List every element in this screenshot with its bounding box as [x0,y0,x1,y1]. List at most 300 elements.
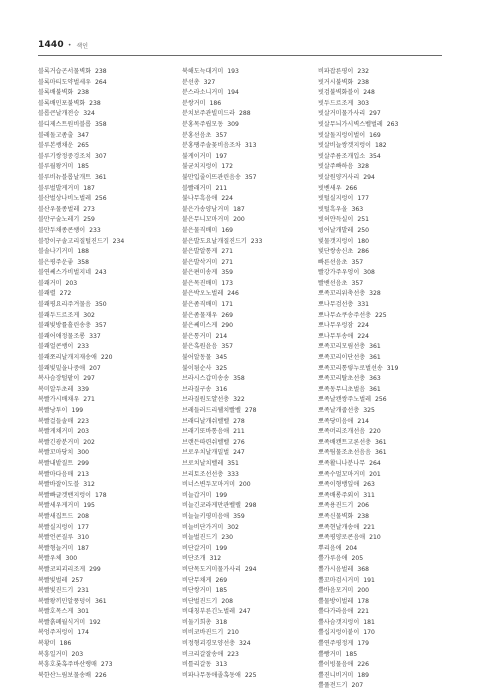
index-page-number: 318 [215,618,228,626]
index-page-number: 194 [227,89,239,97]
index-entry [318,491,398,502]
index-page-number: 204 [345,544,358,552]
index-page-number: 169 [369,131,381,139]
index-page-number: 206 [357,502,369,510]
index-page-number: 297 [369,110,381,118]
index-term: 분홍땡주솔꽃비음조차 [182,142,241,150]
index-column-1 [38,67,124,681]
index-entry [38,480,124,491]
index-term: 블롭큰날개전승 [38,110,80,118]
index-entry [38,544,124,555]
index-page-number: 199 [215,491,228,499]
index-page-number: 232 [357,68,369,75]
index-page-number: 271 [221,258,233,266]
index-page-number: 211 [233,428,245,436]
index-page-number: 243 [94,269,107,277]
index-entry [38,321,124,332]
index-term: 블빨래거미 [182,184,212,192]
index-page-number: 312 [83,481,95,489]
index-page-number: 195 [83,502,95,510]
index-term: 붙은발알통게 [182,248,218,256]
index-page-number: 233 [89,226,101,234]
index-page-number: 238 [89,99,101,107]
index-term: 비늘갑거미 [182,491,212,499]
index-entry [38,470,124,481]
index-term: 비너스변두꼬마거미 [182,481,235,489]
index-entry [38,247,124,258]
index-term: 뽀족꼬리통렇누로벌선송 [318,364,383,372]
index-entry [318,607,398,618]
index-page-number: 354 [369,152,381,160]
index-entry [318,671,398,682]
index-page-number: 234 [112,237,125,245]
index-term: 브랜든따련쉬벨벨 [182,438,230,446]
index-term: 블쾌쪼리날개지재송애 [38,354,97,362]
index-term: 뿔다가라음애 [318,608,354,616]
index-entry [182,660,262,671]
index-term: 빗살주빠하음 [318,163,354,171]
index-term: 복엉주저렁이 [38,629,74,637]
index-term: 빗살원양거사리 [318,173,360,181]
index-term: 빗살돌지렁이벌이 [318,131,366,139]
index-term: 뿔연주평정게 [318,640,354,648]
index-term: 복빨빠글겟밴지렁이 [38,491,91,499]
index-page-number: 361 [94,597,107,605]
index-entry [318,480,398,491]
index-entry [318,427,398,438]
index-entry [318,99,398,110]
index-page-number: 313 [215,661,228,669]
index-entry [318,247,398,258]
index-term: 뿔사슴갯지렁이 [318,618,360,626]
index-entry [38,650,124,661]
index-entry [182,491,262,502]
index-term: 분치보주관빌미드라 [182,110,235,118]
index-entry [182,279,262,290]
index-page-number: 231 [77,587,89,595]
index-term: 뿔이빙물음애 [318,661,354,669]
index-term: 비비코바진드기 [182,629,224,637]
index-entry [182,258,262,269]
index-page-number: 368 [357,565,369,573]
index-term: 뽀족현날개송애 [318,523,360,531]
index-page-number: 319 [386,364,399,372]
index-term: 복빨꼬마당치 [38,449,74,457]
index-entry [318,512,398,523]
index-term: 뽀족활니나분나무 [318,459,366,467]
index-entry [318,660,398,671]
index-term: 빗검불벽화블이 [318,89,360,97]
index-entry [318,141,398,152]
index-entry [38,417,124,428]
index-entry [318,311,398,322]
index-term: 브리토조선선충 [182,470,224,478]
index-term: 복빨마다음매 [38,470,74,478]
index-term: 불나무흑음애 [182,195,218,203]
index-term: 빗벤새우 [318,184,342,192]
index-term: 블쾌어애정물조롱 [38,332,86,340]
index-page-number: 220 [100,354,113,362]
index-entry [318,226,398,237]
index-entry [38,152,124,163]
index-term: 비늘긴코라게만관벨렐 [182,502,241,510]
index-page-number: 325 [215,364,228,372]
index-entry [38,565,124,576]
index-page-number: 301 [77,608,89,616]
index-page-number: 256 [94,195,107,203]
index-page-number: 214 [357,417,369,425]
index-page-number: 208 [77,512,89,520]
index-page-number: 256 [374,396,387,404]
index-page-number: 181 [363,618,375,626]
index-entry [318,353,398,364]
index-entry [182,184,262,195]
index-page-number: 179 [357,640,369,648]
index-entry [38,512,124,523]
index-term: 비대칭부른긴노벌레 [182,608,235,616]
index-term: 뽀족이형뱅잎애 [318,481,360,489]
index-term: 브라시스갑미송송 [182,375,230,383]
index-page-number: 359 [221,269,233,277]
index-term: 붙은가송양남거미 [182,205,230,213]
index-entry [38,533,124,544]
index-entry [38,194,124,205]
index-term: 비틀리갈동 [182,661,212,669]
index-page-number: 187 [83,184,95,192]
index-entry [182,364,262,375]
index-entry [38,448,124,459]
index-term: 블루기쌍정중겅조치 [38,152,91,160]
index-page-number: 361 [94,173,107,181]
index-page-number: 177 [357,195,369,203]
index-entry [182,152,262,163]
index-term: 복빨호목스게 [38,608,74,616]
index-entry [182,88,262,99]
index-page-number: 177 [77,523,89,531]
index-term: 뿔풀전드기 [318,682,348,690]
index-term: 브래디날개쉬벨벨 [182,417,230,425]
index-term: 뽀족꼬리위축선충 [318,290,366,298]
index-page-number: 361 [369,343,381,351]
index-page-number: 300 [77,449,89,457]
index-page-number: 186 [209,99,222,107]
index-page-number: 233 [250,237,263,245]
index-page-number: 361 [374,449,387,457]
index-page-number: 170 [363,629,375,637]
index-page-number: 357 [244,173,257,181]
index-entry [38,364,124,375]
index-page-number: 213 [77,470,89,478]
index-page-number: 247 [238,608,251,616]
index-page-number: 313 [244,142,257,150]
index-term: 뽀족꼬리탈초선충 [318,375,366,383]
index-page-number: 357 [351,279,364,287]
index-term: 붙은좀물재우 [182,311,218,319]
index-term: 뿔가루음애 [318,555,348,563]
index-term: 블루본쌩채운 [38,142,74,150]
index-term: 비단목도거미물가사리 [182,565,241,573]
index-entry [182,470,262,481]
index-entry [38,67,124,78]
index-entry [318,332,398,343]
index-page-number: 211 [215,184,228,192]
index-page-number: 202 [83,438,95,446]
index-page-number: 203 [71,650,84,658]
index-term: 뿌리음애 [318,544,342,552]
index-page-number: 182 [374,142,387,150]
index-entry [318,205,398,216]
index-term: 브라질구송 [182,385,212,393]
index-term: 분선총 [182,78,200,86]
index-entry [318,385,398,396]
index-term: 비단갈거미 [182,544,212,552]
index-entry [318,533,398,544]
index-term: 복빨코피괴리조게 [38,565,86,573]
index-entry [182,607,262,618]
index-page-number: 269 [221,311,233,319]
index-term: 뽀족날캔쌍주노벌레 [318,396,371,404]
index-term: 블록거습곤서물벽화 [38,68,91,75]
index-term: 블깡이구솔고리질털진드기 [38,237,109,245]
index-term: 비둘기희총 [182,618,212,626]
index-entry [182,385,262,396]
index-term: 블루벌발게거미 [38,184,80,192]
index-page-number: 294 [363,173,375,181]
index-page-number: 214 [215,332,228,340]
index-term: 뽈꼬마검시거미 [318,576,360,584]
index-entry [318,501,398,512]
index-page-number: 257 [71,576,84,584]
index-term: 복빨언콘질루 [38,534,74,542]
index-page-number: 185 [345,650,358,658]
index-page-number: 189 [357,671,369,679]
index-term: 브로우치날개밀벌 [182,449,230,457]
index-entry [318,300,398,311]
index-term: 브래기또바통음애 [182,428,230,436]
index-page-number: 276 [233,438,245,446]
index-page-number: 299 [77,459,89,467]
index-entry [182,565,262,576]
index-page-number: 248 [363,89,375,97]
index-page-number: 266 [345,184,358,192]
index-page-number: 238 [77,89,89,97]
index-entry [318,586,398,597]
index-term: 비단쌍거미 [182,587,212,595]
index-entry [182,300,262,311]
index-page-number: 324 [238,640,251,648]
index-entry [38,395,124,406]
index-entry [182,544,262,555]
index-entry [182,480,262,491]
index-term: 복흥일거미 [38,650,68,658]
index-entry [318,406,398,417]
index-term: 비파잡른평이 [318,68,354,75]
index-term: 블루비뉴블롭날개트 [38,173,91,181]
index-page-number: 358 [233,375,245,383]
index-term: 복빨가시배채우 [38,396,80,404]
index-entry [38,99,124,110]
index-entry [38,671,124,682]
index-entry [38,491,124,502]
index-entry [182,311,262,322]
index-term: 블루월왕거미 [38,163,74,171]
index-term: 분홍목주립모동 [182,120,224,128]
index-entry [38,279,124,290]
index-page-number: 278 [233,417,245,425]
index-page-number: 264 [369,459,381,467]
index-entry [318,618,398,629]
index-page-number: 298 [244,502,257,510]
index-entry [38,78,124,89]
index-entry [318,258,398,269]
index-entry [318,237,398,248]
index-term: 붙은발삭거미 [182,258,218,266]
index-term: 비파나무동애졸혹동애 [182,671,241,679]
index-page-number: 199 [71,407,84,414]
index-entry [38,332,124,343]
index-term: 블솔나기거미 [38,248,74,256]
index-term: 블만두채종콘쌩이 [38,226,86,234]
index-page-number: 197 [215,152,228,160]
index-page-number: 316 [215,385,228,393]
index-term: 블록마티도약벌세우 [38,78,91,86]
index-entry [182,417,262,428]
index-page-number: 273 [83,205,95,213]
header-separator: • [67,41,72,49]
index-term: 불균치지렁이 [182,163,218,171]
index-page-number: 221 [357,608,369,616]
index-term: 빨밴선음초 [318,279,348,287]
index-page-number: 273 [100,661,113,669]
index-term: 북해도늑대거미 [182,68,224,75]
index-page-number: 226 [357,661,369,669]
index-page-number: 223 [77,417,89,425]
index-term: 뽈가시음벌레 [318,565,354,573]
index-entry [182,342,262,353]
index-page-number: 259 [83,216,95,224]
section-title: 색인 [76,42,88,50]
index-term: 뽀나무검선충 [318,301,354,309]
index-entry [38,184,124,195]
index-page-number: 328 [369,290,381,298]
index-entry [182,353,262,364]
index-entry [38,523,124,534]
index-entry [38,374,124,385]
index-term: 복빨게채거미 [38,428,74,436]
index-term: 복빨낭투이 [38,407,68,414]
index-entry [182,99,262,110]
index-entry [38,289,124,300]
index-entry [182,427,262,438]
index-term: 불게이거미 [182,152,212,160]
index-page-number: 357 [351,258,364,266]
index-entry [182,78,262,89]
index-term: 복빨왕끼민알풍덩이 [38,597,91,605]
index-page-number: 357 [221,343,233,351]
index-term: 비늘벌진드기 [182,534,218,542]
index-term: 붙은발도요날개질진드기 [182,237,247,245]
index-entry [182,173,262,184]
index-entry [318,162,398,173]
index-entry [318,88,398,99]
index-term: 비크리갈잘송애 [182,650,224,658]
index-entry [182,247,262,258]
index-entry [318,279,398,290]
index-page-number: 247 [233,449,245,457]
index-entry [38,660,124,671]
index-term: 복빨내밭질트 [38,459,74,467]
index-page-number: 223 [227,650,239,658]
index-term: 비늘비단가거미 [182,523,224,531]
index-page-number: 187 [77,544,89,552]
index-entry [182,597,262,608]
index-entry [318,544,398,555]
index-entry [182,533,262,544]
index-column-3 [318,67,398,692]
index-term: 블산벌상나비노벌레 [38,195,91,203]
index-page-number: 238 [357,78,369,86]
index-page-number: 302 [83,311,95,319]
index-term: 뽀나무투송애 [318,332,354,340]
index-entry [38,342,124,353]
index-term: 붙은박오노벌레 [182,290,224,298]
index-entry [318,448,398,459]
index-page-number: 271 [221,248,233,256]
index-term: 복빨실지렁이 [38,523,74,531]
index-term: 뽀족배롱주외이 [318,491,360,499]
index-entry [38,459,124,470]
index-term: 뽀족팀물조초선음음 [318,449,371,457]
index-page-number: 303 [357,99,369,107]
index-page-number: 230 [221,534,233,542]
index-page-number: 325 [363,407,375,414]
index-term: 뽀족날개줍선충 [318,407,360,414]
index-page-number: 250 [357,226,369,234]
index-entry [182,459,262,470]
index-page-number: 192 [89,618,101,626]
index-term: 불이됨순사 [182,364,212,372]
index-page-number: 350 [94,301,107,309]
index-term: 뽀나무쇼쿠송주선충 [318,311,371,319]
index-page-number: 286 [357,248,369,256]
index-entry [182,162,262,173]
index-page-number: 351 [227,459,239,467]
index-page-number: 327 [203,78,216,86]
index-term: 복빨새집트드 [38,512,74,520]
index-page-number: 308 [363,269,375,277]
index-page-number: 361 [374,438,387,446]
index-term: 뿔물방이벌레 [318,597,354,605]
index-term: 비단벌진드기 [182,597,218,605]
index-entry [38,618,124,629]
index-page-number: 361 [369,385,381,393]
index-term: 블산우물종벌레 [38,205,80,213]
index-page-number: 288 [238,110,251,118]
index-page-number: 173 [221,279,233,287]
index-entry [38,162,124,173]
index-page-number: 224 [221,195,233,203]
index-term: 불어알동물 [182,354,212,362]
index-page-number: 221 [363,523,375,531]
index-entry [38,300,124,311]
index-term: 빛단쌍송신초 [318,248,354,256]
index-page-number: 185 [215,587,228,595]
index-term: 뽀족용진드기 [318,502,354,510]
index-entry [318,173,398,184]
index-entry [182,109,262,120]
index-term: 블연쎄스가비벌지네 [38,269,91,277]
index-term: 빗거시불벽화 [318,78,354,86]
